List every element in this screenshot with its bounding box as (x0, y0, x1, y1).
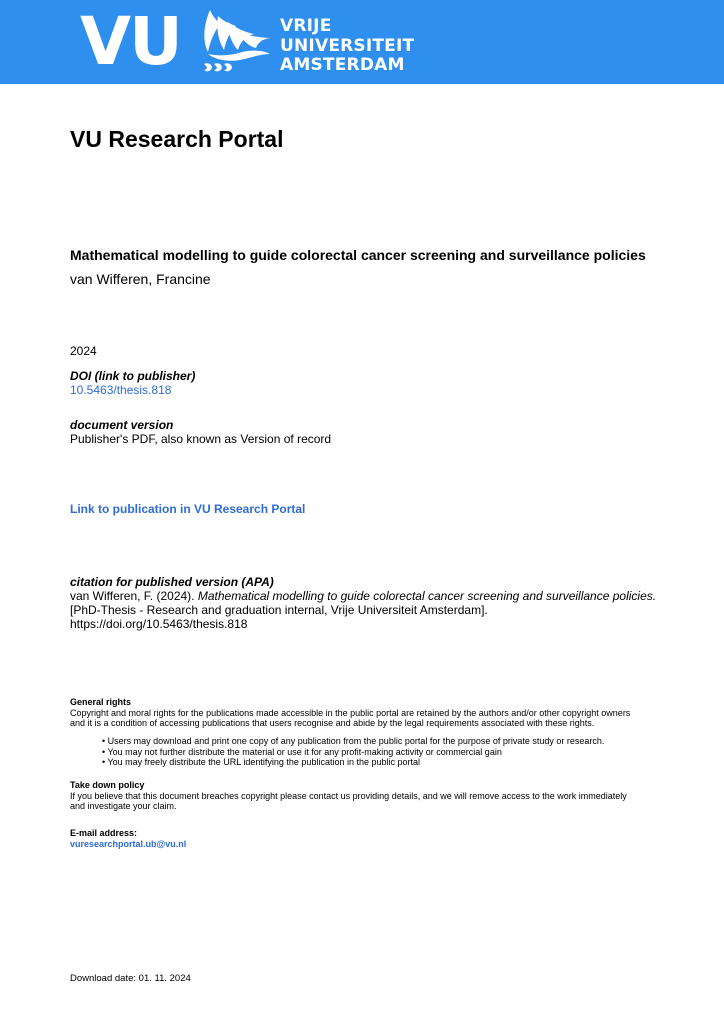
citation-line1 (70, 589, 656, 603)
logo-line: UNIVERSITEIT (280, 35, 415, 56)
publication-year: 2024 (70, 344, 97, 358)
email-section (70, 828, 685, 849)
document-version-label: document version (70, 418, 174, 432)
general-rights-text-2: and it is a condition of accessing publications that users recognise and abide by the legal requirements associated with these rights. (70, 718, 595, 728)
email-label: E-mail address: (70, 828, 138, 838)
general-rights-text-1: Copyright and moral rights for the publications made accessible in the public portal are retained by the authors and/or other copyright owners (70, 707, 631, 718)
download-date: Download date: 01. 11. 2024 (70, 973, 191, 984)
logo-line: AMSTERDAM (280, 55, 405, 75)
page-title: VU Research Portal (70, 126, 284, 152)
document-version-section (70, 418, 331, 446)
publication-author: van Wifferen, Francine (70, 271, 211, 287)
list-item: • Users may download and print one copy of any publication from the public portal for the purpose of private study or research. (102, 736, 605, 746)
doi-label: DOI (link to publisher) (70, 369, 196, 383)
publication-title: Mathematical modelling to guide colorectal cancer screening and surveillance policies (70, 247, 646, 263)
citation-line3: https://doi.org/10.5463/thesis.818 (70, 617, 248, 631)
general-rights-section (70, 697, 685, 729)
general-rights-heading: General rights (70, 697, 132, 707)
email-link[interactable]: vuresearchportal.ub@vu.nl (70, 838, 187, 849)
take-down-section (70, 780, 685, 812)
citation-title: Mathematical modelling to guide colorectal cancer screening and surveillance policies. (197, 589, 657, 603)
doi-section (70, 369, 195, 397)
citation-label: citation for published version (APA) (70, 575, 274, 589)
list-item: • You may freely distribute the URL identifying the publication in the public portal (102, 757, 421, 767)
university-name (280, 17, 414, 76)
take-down-text-1: If you believe that this document breaches copyright please contact us providing details, and we will remove access to the work immediately (70, 790, 627, 801)
list-item: • You may not further distribute the material or use it for any profit-making activity or commercial gain (102, 746, 502, 757)
take-down-text-2: and investigate your claim. (70, 801, 177, 811)
logo-line: VRIJE (280, 16, 332, 36)
citation-line2: [PhD-Thesis - Research and graduation internal, Vrije Universiteit Amsterdam]. (70, 603, 488, 617)
header-banner (0, 0, 724, 84)
portal-publication-link[interactable]: Link to publication in VU Research Portal (70, 502, 306, 516)
citation-section (70, 575, 656, 631)
citation-prefix: van Wifferen, F. (2024). (70, 589, 198, 603)
document-version-value: Publisher's PDF, also known as Version of record (70, 432, 332, 446)
take-down-heading: Take down policy (70, 780, 145, 790)
doi-link[interactable]: 10.5463/thesis.818 (70, 383, 172, 397)
rights-bullet-list (102, 736, 604, 768)
griffin-icon (196, 6, 274, 78)
vu-logo-mark: VU (80, 3, 181, 80)
